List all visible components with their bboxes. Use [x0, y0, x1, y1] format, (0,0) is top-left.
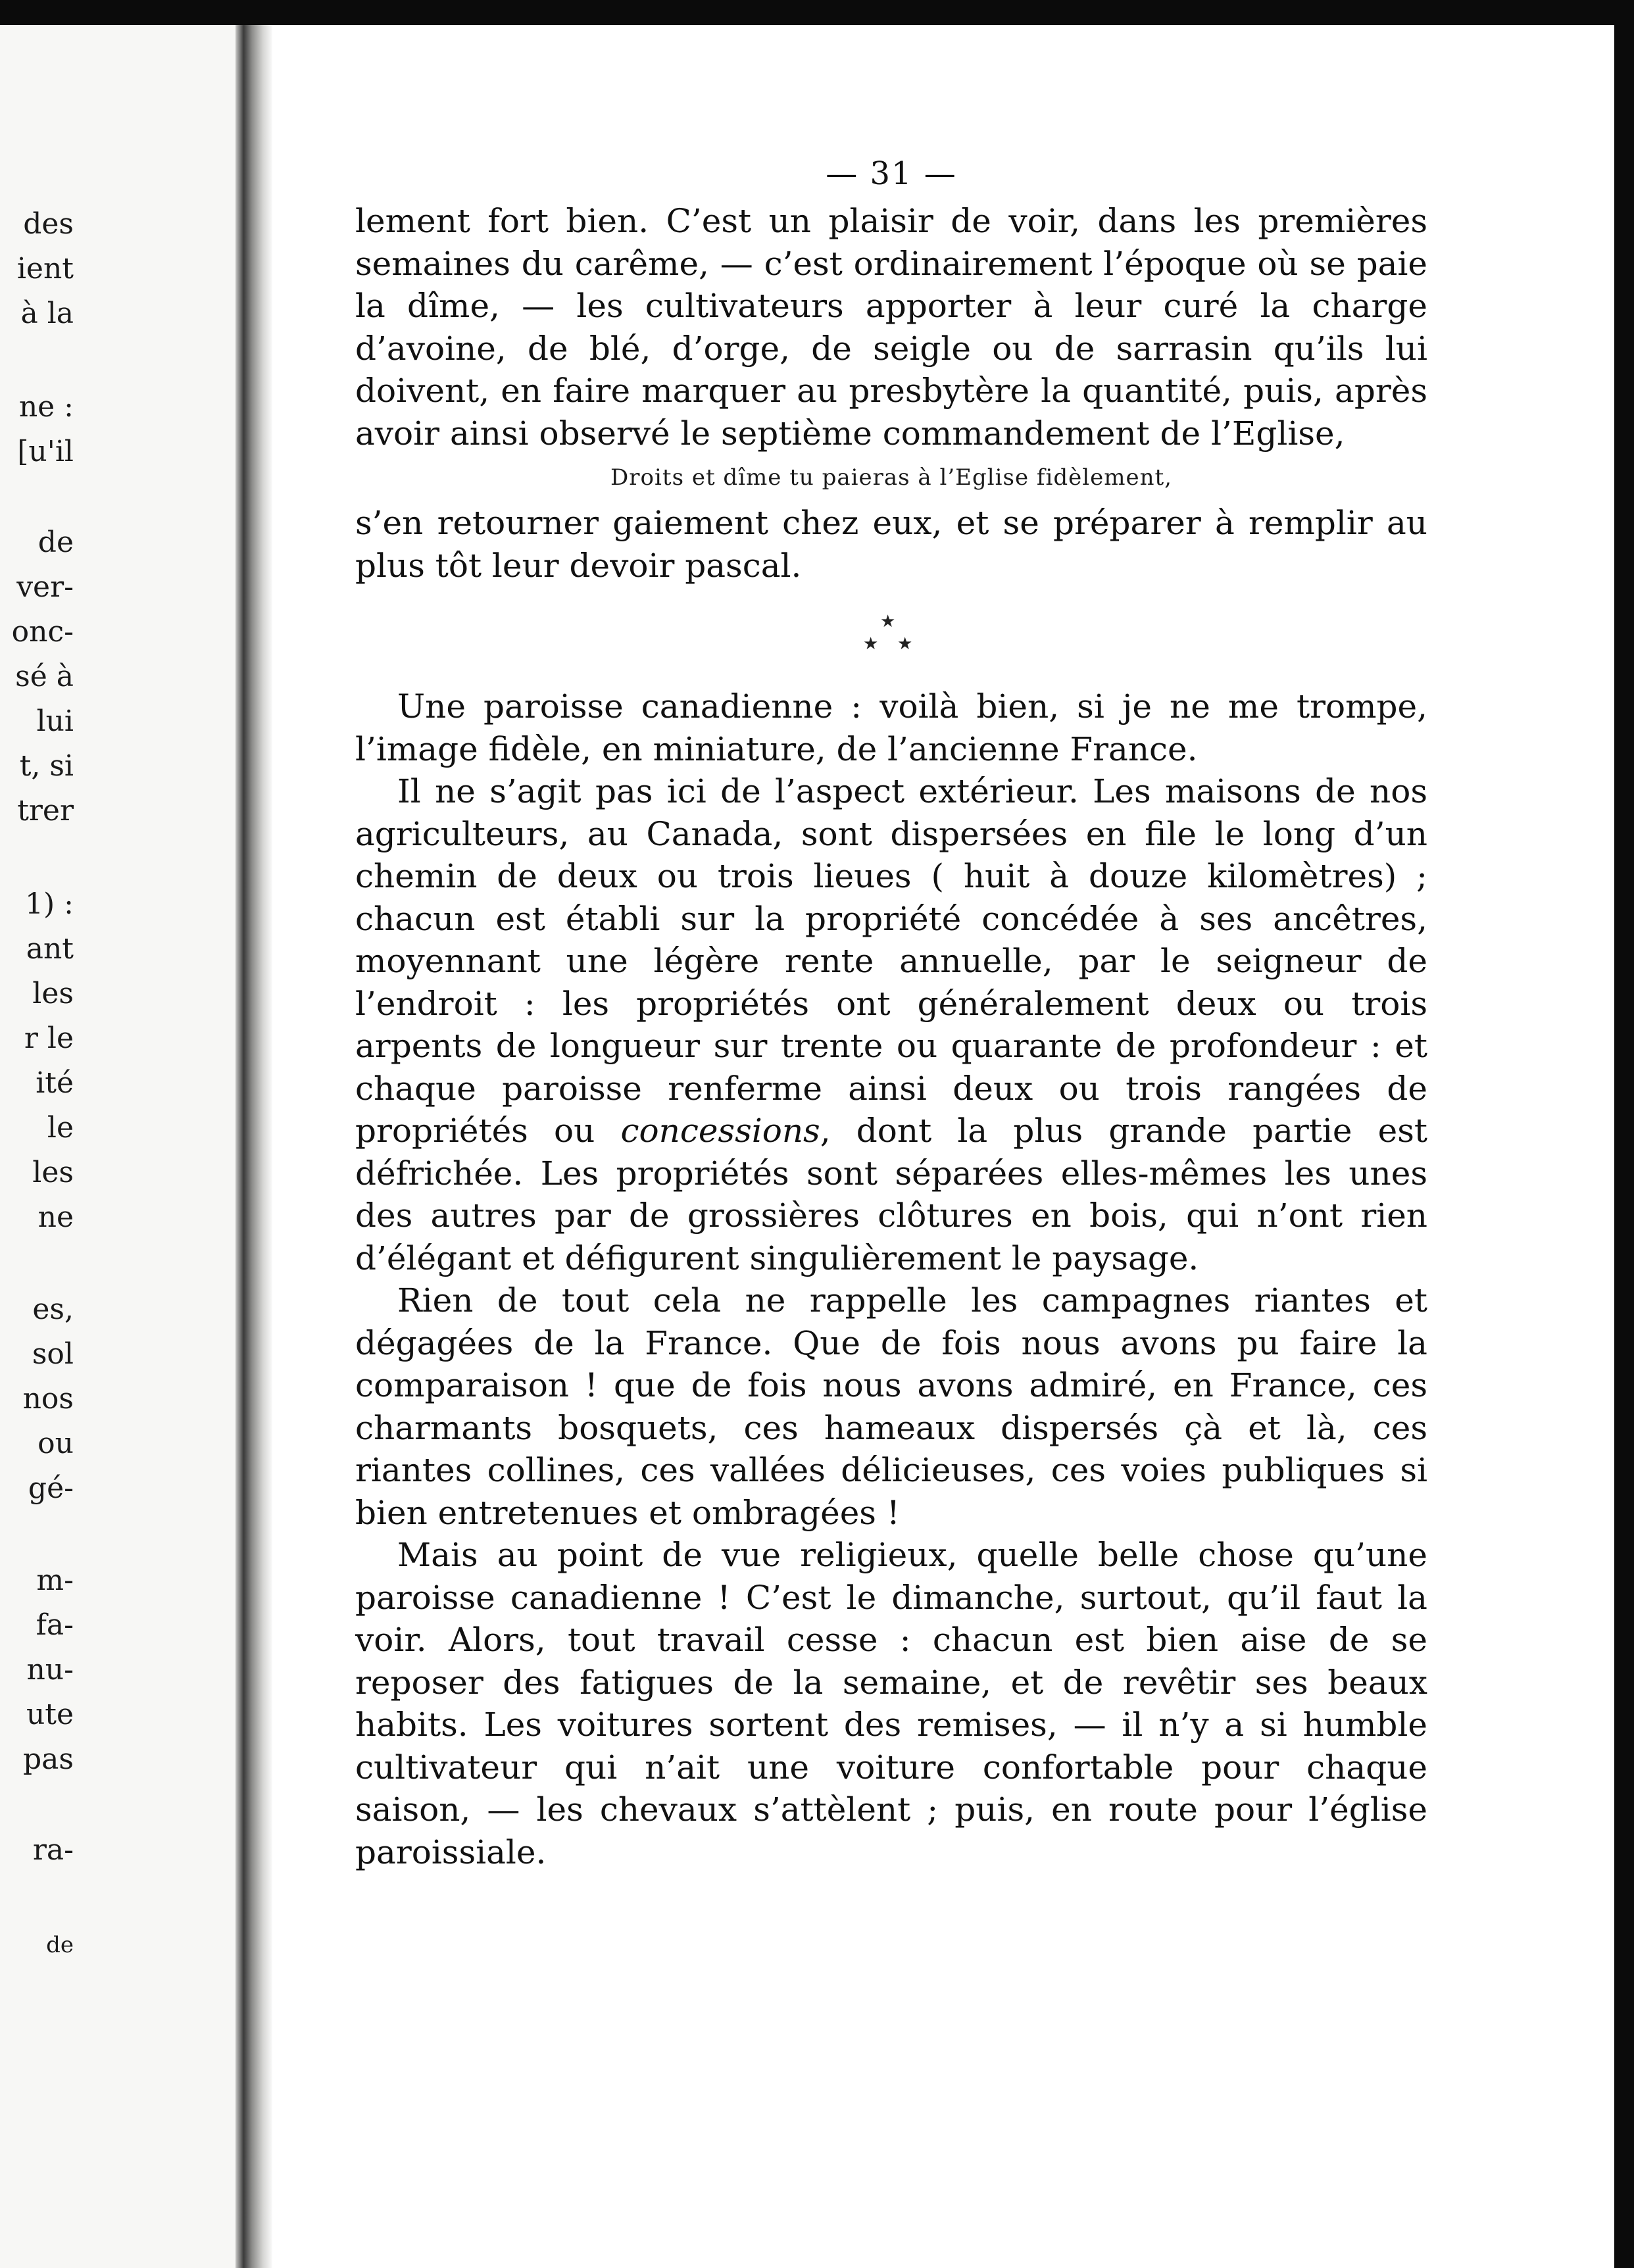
- asterism-star: ★: [897, 634, 913, 654]
- line-fragment: ute: [26, 1698, 74, 1731]
- line-fragment: les: [32, 1156, 74, 1189]
- line-fragment: sé à: [15, 660, 74, 693]
- line-fragment: des: [23, 207, 74, 241]
- line-fragment: ne: [37, 1200, 74, 1234]
- line-fragment: les: [32, 977, 74, 1010]
- paragraph: [355, 770, 1427, 1279]
- line-fragment: de: [37, 526, 74, 559]
- line-fragment: de: [46, 1932, 74, 1958]
- line-fragment: ient: [16, 252, 74, 285]
- section-separator-asterism: [355, 587, 1427, 685]
- scan-border-top: [0, 0, 1634, 25]
- paragraph-continued-2: s’en retourner gaiement chez eux, et se préparer à remplir au plus tôt leur devoir pascal.: [355, 504, 1427, 585]
- paragraph-continued: lement fort bien. C’est un plaisir de voir, dans les premières semaines du carême, — c’est ordinairement l’époque où se paie la dîme, — les cultivateurs apporter à leur curé la charge d’avoine, de blé, d’orge, de seigle ou de sarrasin qu’ils lui doivent, en faire marquer au presbytère la quantité, puis, après avoir ainsi observé le septième commandement de l’Eglise,: [355, 202, 1427, 453]
- line-fragment: [u'il: [17, 435, 74, 468]
- line-fragment: à la: [20, 297, 74, 330]
- facing-page-edge: [0, 25, 238, 2268]
- line-fragment: nu-: [26, 1653, 74, 1687]
- paragraph: Mais au point de vue religieux, quelle belle chose qu’une paroisse canadienne ! C’est le dimanche, surtout, qu’il faut la voir. Alors, tout travail cesse : chacun est bien aise de se reposer des fatigues de la semaine, et de revêtir ses beaux habits. Les voitures sortent des remises, — il n’y a si humble cultivateur qui n’ait une voiture confortable pour chaque saison, — les chevaux s’attèlent ; puis, en route pour l’église paroissiale.: [355, 1536, 1427, 1871]
- line-fragment: lui: [36, 704, 74, 738]
- page-number: — 31 —: [826, 155, 957, 192]
- line-fragment: es,: [32, 1293, 74, 1326]
- line-fragment: trer: [17, 794, 74, 827]
- line-fragment: r le: [24, 1022, 74, 1055]
- line-fragment: sol: [32, 1337, 74, 1371]
- paragraph-text: Il ne s’agit pas ici de l’aspect extérieur. Les maisons de nos agriculteurs, au Canada, sont dispersées en file le long d’un chemin de deux ou trois lieues ( huit à douze kilomètres) ; chacun est établi sur la propriété concédée à ses ancêtres, moyennant une légère rente annuelle, par le seigneur de l’endroit : les propriétés ont généralement deux ou trois arpents de longueur sur trente ou quarante de profondeur : et chaque paroisse renferme ainsi deux ou trois rangées de propriétés ou: [355, 772, 1427, 1150]
- line-fragment: nos: [22, 1382, 74, 1416]
- line-fragment: le: [47, 1111, 74, 1145]
- line-fragment: ité: [36, 1066, 74, 1100]
- line-fragment: t, si: [19, 749, 74, 783]
- line-fragment: onc-: [11, 615, 74, 649]
- line-fragment: ver-: [16, 570, 74, 604]
- line-fragment: gé-: [28, 1471, 74, 1505]
- line-fragment: 1) :: [25, 887, 74, 921]
- line-fragment: m-: [36, 1564, 74, 1597]
- line-fragment: ou: [37, 1427, 74, 1460]
- line-fragment: fa-: [36, 1608, 74, 1642]
- scan-border-right: [1614, 0, 1634, 2268]
- asterism-star: ★: [880, 612, 896, 631]
- italic-term: concessions: [620, 1112, 820, 1150]
- asterism-star: ★: [863, 634, 879, 654]
- quoted-verse: Droits et dîme tu paieras à l’Eglise fidèlement,: [610, 464, 1172, 491]
- paragraph: Une paroisse canadienne : voilà bien, si je ne me trompe, l’image fidèle, en miniature, de l’ancienne France.: [355, 687, 1427, 768]
- line-fragment: ra-: [32, 1833, 74, 1867]
- book-gutter: [235, 25, 272, 2268]
- paragraph: Rien de tout cela ne rappelle les campagnes riantes et dégagées de la France. Que de fois nous avons pu faire la comparaison ! que de fois nous avons admiré, en France, ces charmants bosquets, ces hameaux dispersés çà et là, ces riantes collines, ces vallées délicieuses, ces voies publiques si bien entretenues et ombragées !: [355, 1281, 1427, 1532]
- line-fragment: ne :: [18, 390, 74, 424]
- line-fragment: ant: [26, 932, 74, 966]
- paragraph-text: , dont la plus grande partie est défrichée. Les propriétés sont séparées elles-mêmes les unes des autres par de grossières clôtures en bois, qui n’ont rien d’élégant et défigurent singulièrement le paysage.: [355, 1112, 1427, 1277]
- book-page: [355, 132, 1427, 1873]
- line-fragment: pas: [23, 1742, 74, 1776]
